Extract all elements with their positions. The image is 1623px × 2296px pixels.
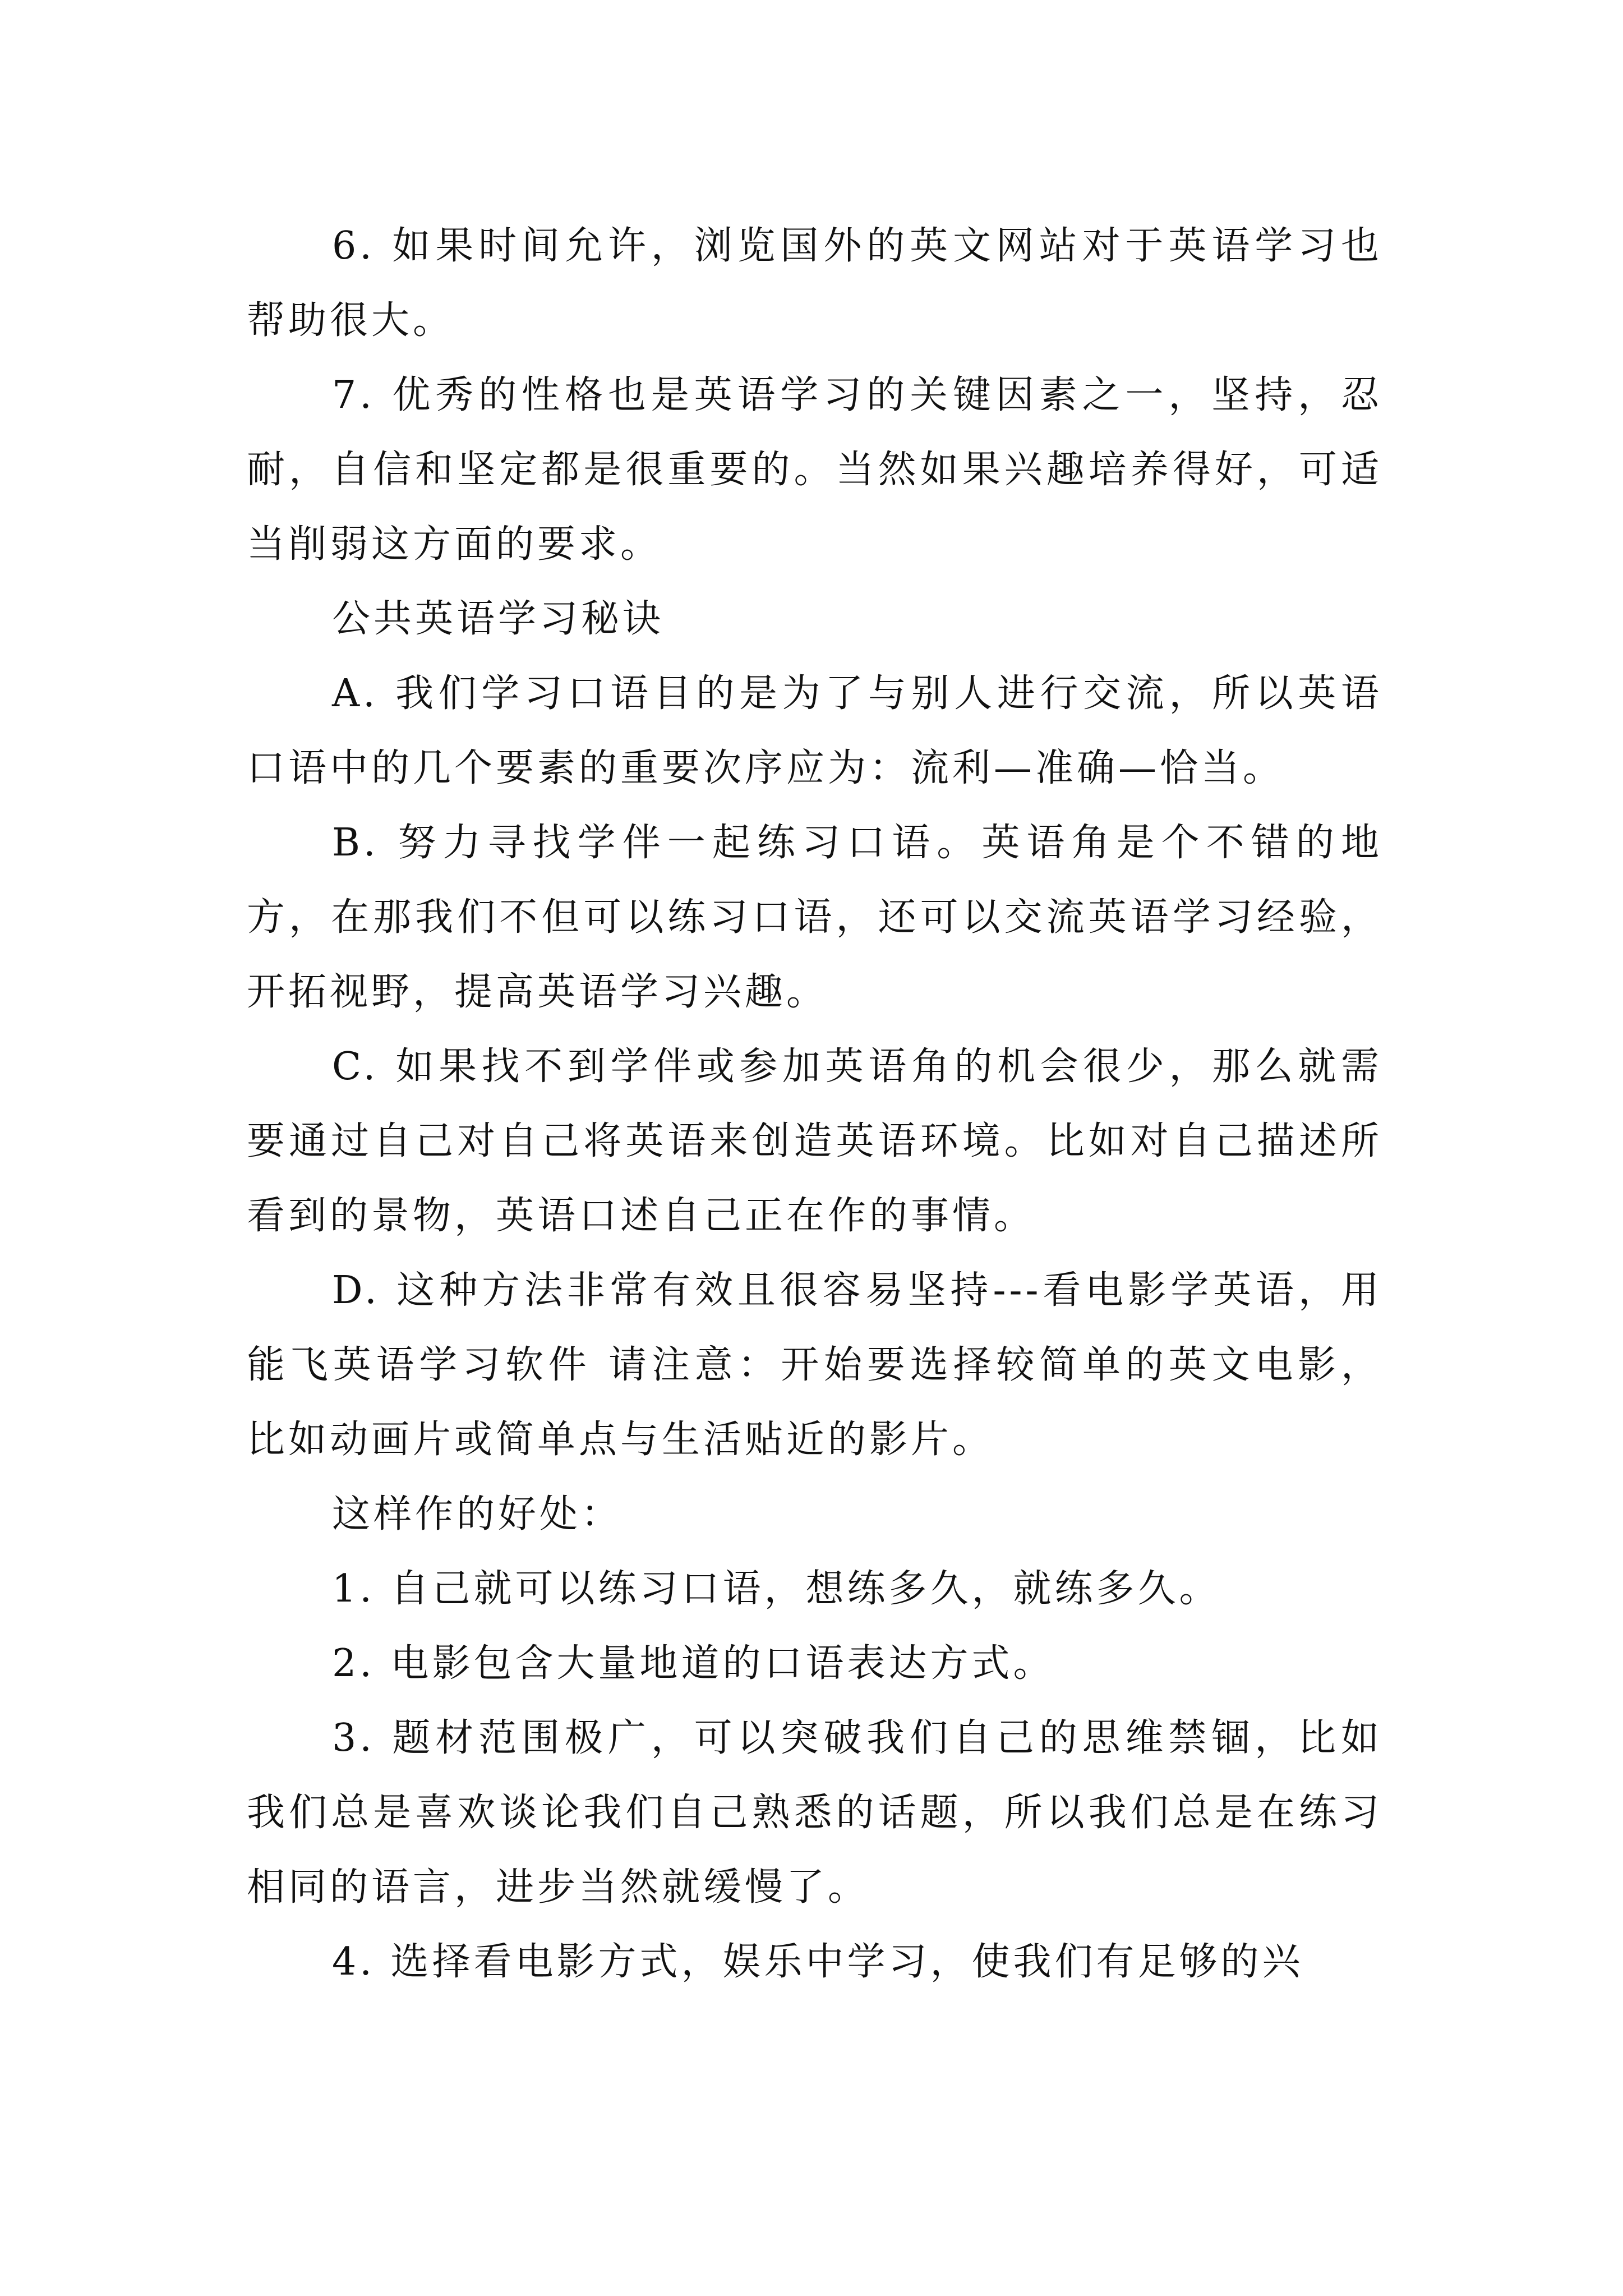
paragraph-tip-b: B. 努力寻找学伴一起练习口语。英语角是个不错的地方，在那我们不但可以练习口语，还可以交流英语学习经验，开拓视野，提高英语学习兴趣。 xyxy=(247,821,1382,1014)
paragraph-tip-d: D. 这种方法非常有效且很容易坚持---看电影学英语，用能飞英语学习软件 请注意：开始要选择较简单的英文电影，比如动画片或简单点与生活贴近的影片。 xyxy=(247,1268,1382,1462)
benefits-heading: 这样作的好处： xyxy=(332,1492,623,1536)
benefit-item-2: 2. 电影包含大量地道的口语表达方式。 xyxy=(332,1641,1055,1686)
paragraph-tip-c: C. 如果找不到学伴或参加英语角的机会很少，那么就需要通过自己对自己将英语来创造英语环境。比如对自己描述所看到的景物，英语口述自己正在作的事情。 xyxy=(247,1045,1382,1238)
benefit-item-1: 1. 自己就可以练习口语，想练多久，就练多久。 xyxy=(332,1567,1221,1611)
benefit-item-3: 3. 题材范围极广，可以突破我们自己的思维禁锢，比如我们总是喜欢谈论我们自己熟悉的话题，所以我们总是在练习相同的语言，进步当然就缓慢了。 xyxy=(247,1716,1382,1910)
paragraph-item-6: 6. 如果时间允许，浏览国外的英文网站对于英语学习也帮助很大。 xyxy=(247,224,1382,343)
document-body xyxy=(247,209,1382,1999)
section-heading: 公共英语学习秘诀 xyxy=(332,597,665,641)
benefit-item-4: 4. 选择看电影方式，娱乐中学习，使我们有足够的兴 xyxy=(332,1940,1304,1984)
paragraph-item-7: 7. 优秀的性格也是英语学习的关键因素之一，坚持，忍耐，自信和坚定都是很重要的。当然如果兴趣培养得好，可适当削弱这方面的要求。 xyxy=(247,373,1382,567)
paragraph-tip-a: A. 我们学习口语目的是为了与别人进行交流，所以英语口语中的几个要素的重要次序应为：流利—准确—恰当。 xyxy=(247,671,1382,790)
